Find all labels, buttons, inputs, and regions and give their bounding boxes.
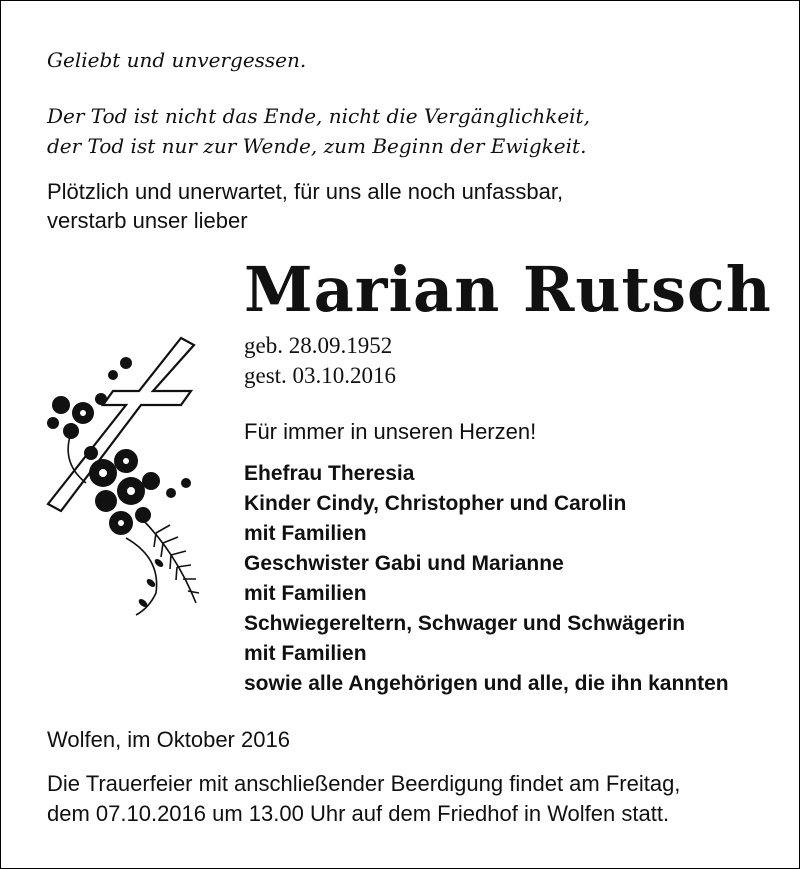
mourner-line: Ehefrau Theresia: [244, 462, 415, 485]
birth-date: geb. 28.09.1952: [244, 333, 393, 358]
funeral-line-2: dem 07.10.2016 um 13.00 Uhr auf dem Friedhof in Wolfen statt.: [47, 801, 670, 826]
cross-with-roses-icon: [31, 333, 221, 623]
mourner-line: Geschwister Gabi und Marianne: [244, 552, 564, 575]
dedication: Für immer in unseren Herzen!: [244, 419, 537, 444]
poem-line-2: der Tod ist nur zur Wende, zum Beginn der Ewigkeit.: [47, 134, 587, 158]
funeral-line-1: Die Trauerfeier mit anschließender Beerdigung findet am Freitag,: [47, 771, 681, 796]
mourner-line: sowie alle Angehörigen und alle, die ihn kannten: [244, 672, 729, 695]
motto: Geliebt und unvergessen.: [47, 48, 307, 72]
mourner-line: mit Familien: [244, 582, 367, 605]
mourner-line: Kinder Cindy, Christopher und Carolin: [244, 492, 627, 515]
deceased-name: Marian Rutsch: [244, 253, 772, 326]
death-date: gest. 03.10.2016: [244, 363, 397, 388]
mourner-line: mit Familien: [244, 522, 367, 545]
place-date: Wolfen, im Oktober 2016: [47, 727, 290, 752]
mourner-line: Schwiegereltern, Schwager und Schwägerin: [244, 612, 686, 635]
mourners-list: [244, 459, 729, 699]
intro-line-1: Plötzlich und unerwartet, für uns alle noch unfassbar,: [47, 179, 564, 204]
poem-line-1: Der Tod ist nicht das Ende, nicht die Vergänglichkeit,: [47, 104, 590, 128]
intro-line-2: verstarb unser lieber: [47, 208, 248, 233]
mourner-line: mit Familien: [244, 642, 367, 665]
